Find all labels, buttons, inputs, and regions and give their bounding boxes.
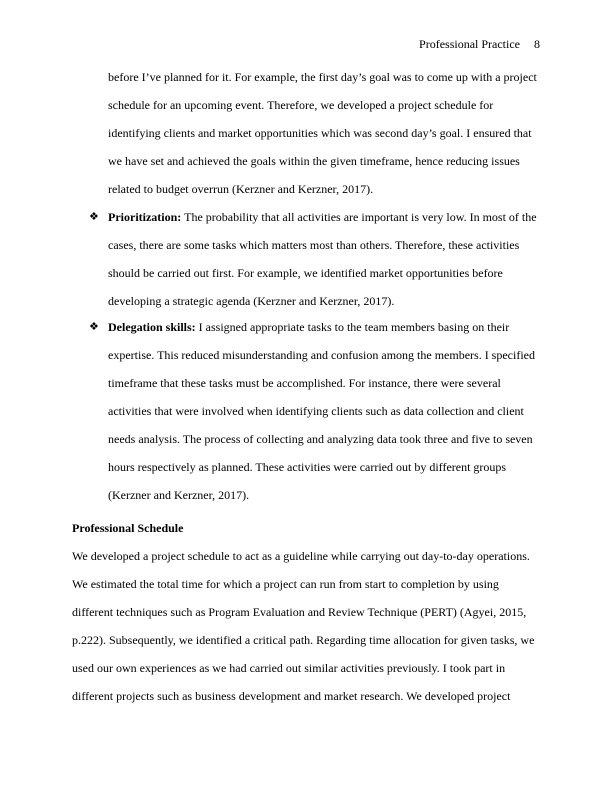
- diamond-bullet-icon: ❖: [89, 321, 99, 333]
- text-line: schedule for an upcoming event. Therefore, we developed a project schedule for: [108, 98, 494, 112]
- header-title: Professional Practice: [419, 37, 520, 51]
- text-line: different projects such as business development and market research. We developed project: [72, 689, 511, 703]
- bullet-text: I assigned appropriate tasks to the team members basing on their: [198, 320, 510, 334]
- text-line: cases, there are some tasks which matters most than others. Therefore, these activities: [108, 238, 520, 252]
- diamond-bullet-icon: ❖: [89, 211, 99, 223]
- text-line: identifying clients and market opportunities which was second day’s goal. I ensured that: [108, 126, 532, 140]
- bullet-first-line: [108, 319, 509, 335]
- text-line: activities that were involved when identifying clients such as data collection and client: [108, 404, 524, 418]
- text-line: p.222). Subsequently, we identified a critical path. Regarding time allocation for given tasks, we: [72, 633, 535, 647]
- text-line: developing a strategic agenda (Kerzner and Kerzner, 2017).: [108, 294, 395, 308]
- text-line: related to budget overrun (Kerzner and Kerzner, 2017).: [108, 182, 374, 196]
- section-heading: Professional Schedule: [72, 521, 184, 535]
- bullet-first-line: [108, 209, 537, 225]
- text-line: should be carried out first. For example, we identified market opportunities before: [108, 266, 503, 280]
- text-line: needs analysis. The process of collecting and analyzing data took three and five to seven: [108, 432, 533, 446]
- text-line: used our own experiences as we had carried out similar activities previously. I took part in: [72, 661, 506, 675]
- text-line: We estimated the total time for which a project can run from start to completion by using: [72, 577, 499, 591]
- text-line: (Kerzner and Kerzner, 2017).: [108, 488, 250, 502]
- text-line: expertise. This reduced misunderstanding and confusion among the members. I specified: [108, 348, 535, 362]
- bullet-text: The probability that all activities are important is very low. In most of the: [184, 210, 537, 224]
- text-line: hours respectively as planned. These activities were carried out by different groups: [108, 460, 507, 474]
- bullet-label: Delegation skills:: [108, 320, 196, 334]
- text-line: timeframe that these tasks must be accomplished. For instance, there were several: [108, 376, 501, 390]
- text-line: different techniques such as Program Evaluation and Review Technique (PERT) (Agyei, 2015,: [72, 605, 527, 619]
- text-line: we have set and achieved the goals within the given timeframe, hence reducing issues: [108, 154, 520, 168]
- running-header: [419, 36, 540, 52]
- page-number: 8: [534, 37, 540, 51]
- bullet-label: Prioritization:: [108, 210, 182, 224]
- text-line: before I’ve planned for it. For example, the first day’s goal was to come up with a project: [108, 70, 537, 84]
- text-line: We developed a project schedule to act as a guideline while carrying out day-to-day operations.: [72, 549, 530, 563]
